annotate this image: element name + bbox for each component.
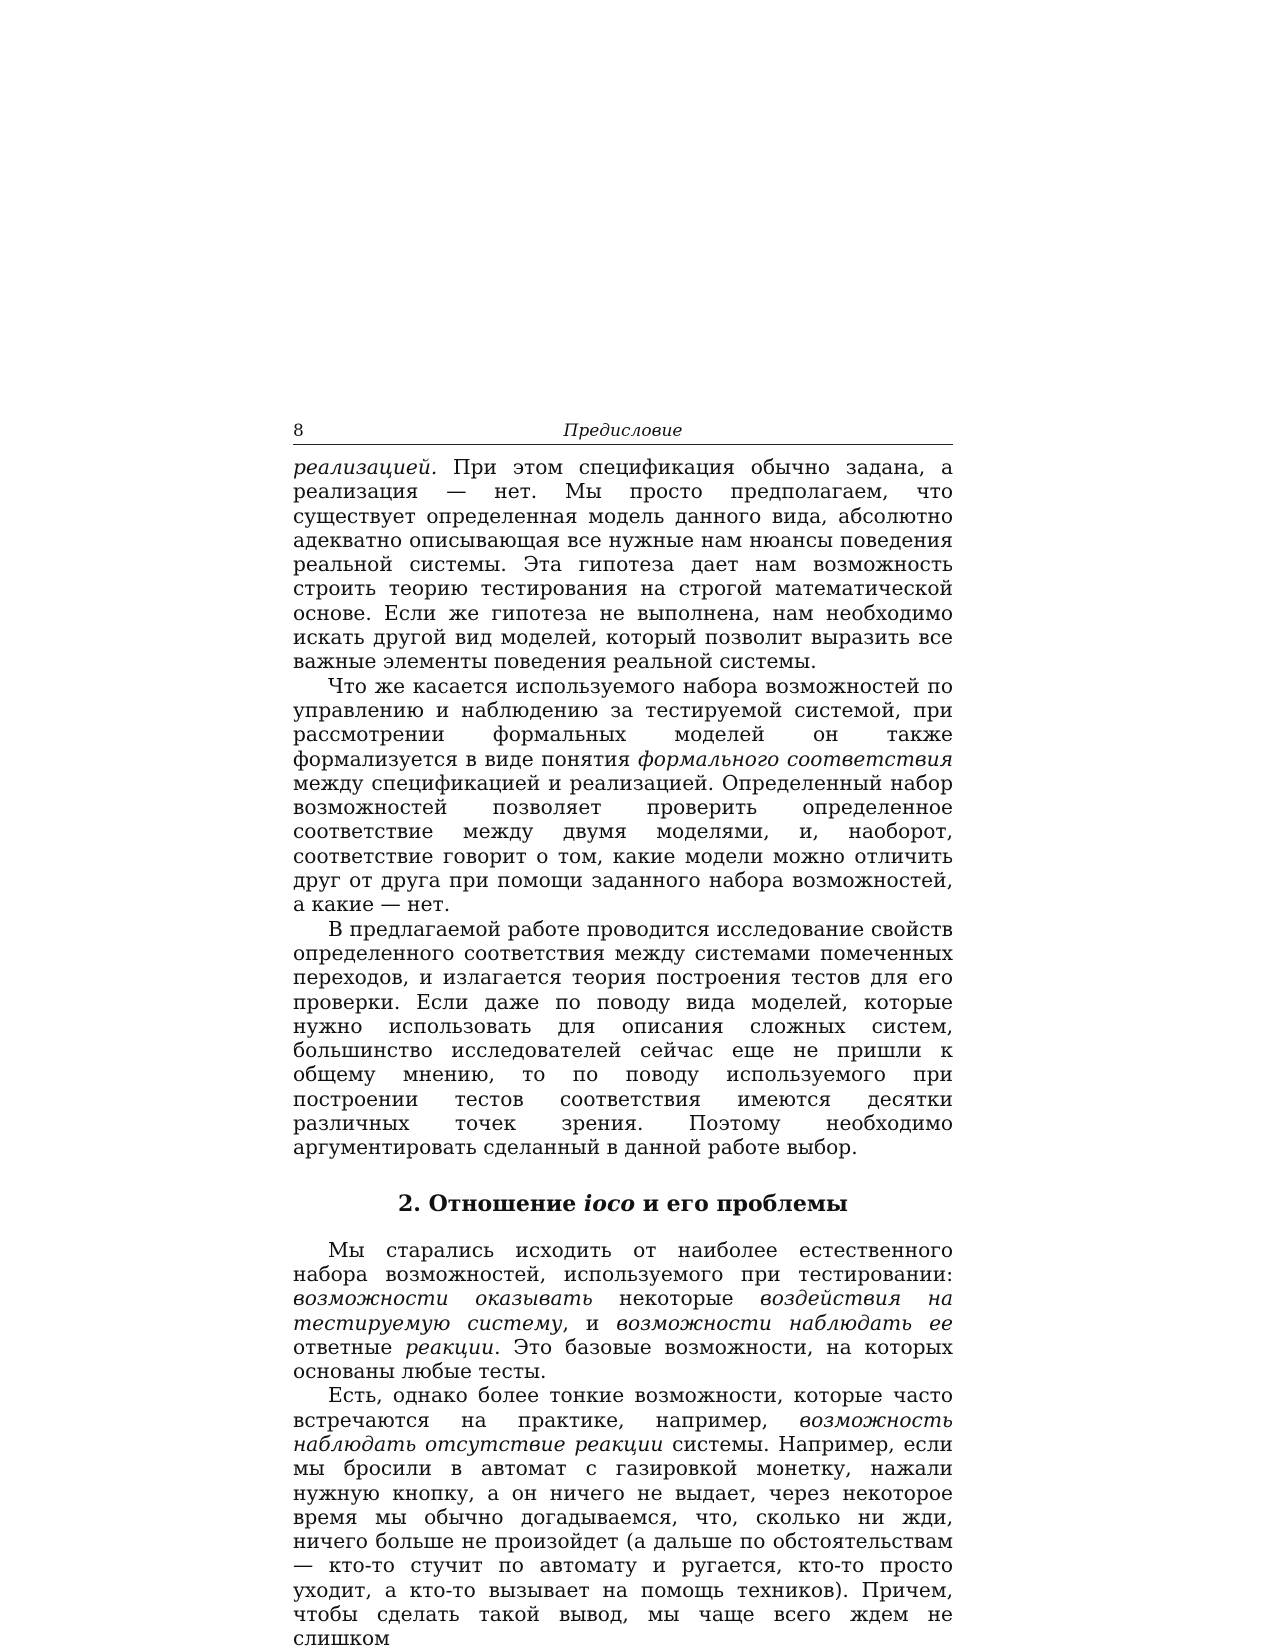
emphasis-term: возможности оказывать (293, 1286, 593, 1311)
running-head (293, 420, 953, 445)
paragraph-text: ответные (293, 1334, 406, 1359)
paragraph-text: Что же касается используемого набора возможностей по управлению и наблюдению за тестируемой системой, при рассмотрении формальных моделей он также формализуется в виде понятия (293, 673, 953, 771)
section-heading-term: ioco (583, 1190, 636, 1217)
paragraph-text: системы. Например, если мы бросили в автомат с газировкой монетку, нажали нужную кнопку, а он ничего не выдает, через некоторое время мы обычно догадываемся, что, сколько ни жди, ничего больше не произойдет (а дальше по обстоятельствам — кто-то стучит по автомату и ругается, кто-то просто уходит, а кто-то вызывает на помощь техников). Причем, чтобы сделать такой вывод, мы чаще всего ждем не слишком (293, 1431, 953, 1651)
emphasis-term: воздействия на тестируемую систему (293, 1286, 953, 1335)
chapter-title: Предисловие (563, 421, 683, 441)
paragraph-text: некоторые (592, 1286, 760, 1311)
emphasis-term: формального соответствия (637, 746, 953, 771)
paragraph-text: , и (562, 1310, 617, 1335)
section-heading-suffix: и его проблемы (635, 1190, 848, 1217)
section-heading (293, 1190, 953, 1218)
paragraph-2 (293, 674, 953, 917)
emphasis-term: возможности наблюдать ее (616, 1310, 953, 1335)
emphasis-term: реализацией. (293, 455, 438, 479)
paragraph-text: Мы старались исходить от наиболее естественного набора возможностей, используемого при тестировании: (293, 1237, 953, 1286)
paragraph-text: . Это базовые возможности, на которых основаны любые тесты. (293, 1334, 953, 1384)
paragraph-1 (293, 455, 953, 674)
paragraph-3 (293, 917, 953, 1160)
paragraph-text: Есть, однако более тонкие возможности, которые часто встречаются на практике, например, (293, 1383, 953, 1432)
paragraph-4 (293, 1238, 953, 1384)
paragraph-5 (293, 1383, 953, 1650)
emphasis-term: возможность наблюдать отсутствие реакции (293, 1407, 953, 1456)
emphasis-term: реакции (405, 1334, 495, 1359)
section-heading-prefix: 2. Отношение (398, 1190, 584, 1217)
paragraph-text: между спецификацией и реализацией. Определенный набор возможностей позволяет проверить определенное соответствие между двумя моделями, и, наоборот, соответствие говорит о том, какие модели можно отличить друг от друга при помощи заданного набора возможностей, а какие — нет. (293, 770, 953, 917)
book-page (293, 420, 953, 1651)
paragraph-text: При этом спецификация обычно задана, а реализация — нет. Мы просто предполагаем, что существует определенная модель данного вида, абсолютно адекватно описывающая все нужные нам нюансы поведения реальной системы. Эта гипотеза дает нам возможность строить теорию тестирования на строгой математической основе. Если же гипотеза не выполнена, нам необходимо искать другой вид моделей, который позволит выразить все важные элементы поведения реальной системы. (293, 455, 953, 674)
paragraph-text: В предлагаемой работе проводится исследование свойств определенного соответствия между системами помеченных переходов, и излагается теория построения тестов для его проверки. Если даже по поводу вида моделей, которые нужно использовать для описания сложных систем, большинство исследователей сейчас еще не пришли к общему мнению, то по поводу используемого при построении тестов соответствия имеются десятки различных точек зрения. Поэтому необходимо аргументировать сделанный в данной работе выбор. (293, 916, 953, 1160)
page-number: 8 (293, 421, 304, 441)
